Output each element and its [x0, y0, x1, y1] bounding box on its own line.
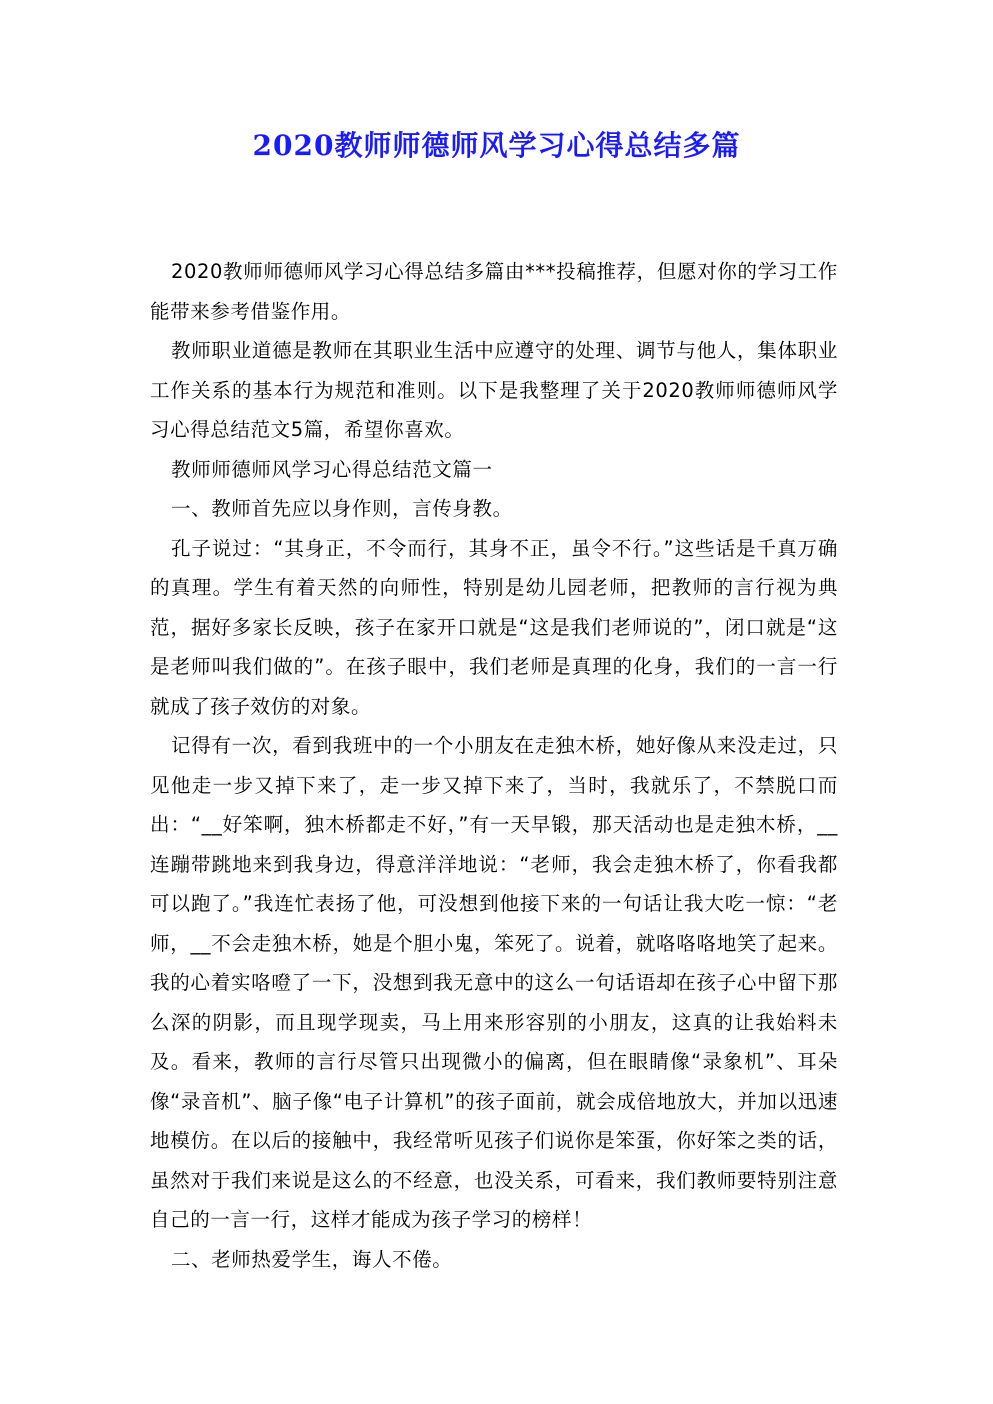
anecdote-paragraph: 记得有一次，看到我班中的一个小朋友在走独木桥，她好像从来没走过，只见他走一步又掉下来了，走一步又掉下来了，当时，我就乐了，不禁脱口而出：“__好笨啊，独木桥都走不好，”有一天早锻，那天活动也是走独木桥，__连蹦带跳地来到我身边，得意洋洋地说：“老师，我会走独木桥了，你看我都可以跑了。”我连忙表扬了他，可没想到他接下来的一句话让我大吃一惊：“老师，__不会走独木桥，她是个胆小鬼，笨死了。说着，就咯咯咯地笑了起来。我的心着实咯噔了一下，没想到我无意中的这么一句话语却在孩子心中留下那么深的阴影，而且现学现卖，马上用来形容别的小朋友，这真的让我始料未及。看来，教师的言行尽管只出现微小的偏离，但在眼睛像“录象机”、耳朵像“录音机”、脑子像“电子计算机”的孩子面前，就会成倍地放大，并加以迅速地模仿。在以后的接触中，我经常听见孩子们说你是笨蛋，你好笨之类的话，虽然对于我们来说是这么的不经意，也没关系，可看来，我们教师要特别注意自己的一言一行，这样才能成为孩子学习的榜样！ — [150, 734, 838, 1231]
confucius-paragraph: 孔子说过：“其身正，不令而行，其身不正，虽令不行。”这些话是千真万确的真理。学生有着天然的向师性，特别是幼儿园老师，把教师的言行视为典范，据好多家长反映，孩子在家开口就是“这是我们老师说的”，闭口就是“这是老师叫我们做的”。在孩子眼中，我们老师是真理的化身，我们的一言一行就成了孩子效仿的对象。 — [150, 536, 838, 718]
definition-paragraph: 教师职业道德是教师在其职业生活中应遵守的处理、调节与他人，集体职业工作关系的基本行为规范和准则。以下是我整理了关于2020教师师德师风学习心得总结范文5篇，希望你喜欢。 — [150, 339, 838, 441]
point-two-heading: 二、老师热爱学生，诲人不倦。 — [171, 1247, 453, 1271]
intro-paragraph: 2020教师师德师风学习心得总结多篇由***投稿推荐，但愿对你的学习工作能带来参考借鉴作用。 — [150, 260, 838, 323]
point-one-heading: 一、教师首先应以身作则，言传身教。 — [171, 497, 513, 520]
document-body — [150, 252, 838, 1279]
document-title: 2020教师师德师风学习心得总结多篇 — [252, 129, 741, 162]
section-heading: 教师师德师风学习心得总结范文篇一 — [171, 457, 493, 481]
